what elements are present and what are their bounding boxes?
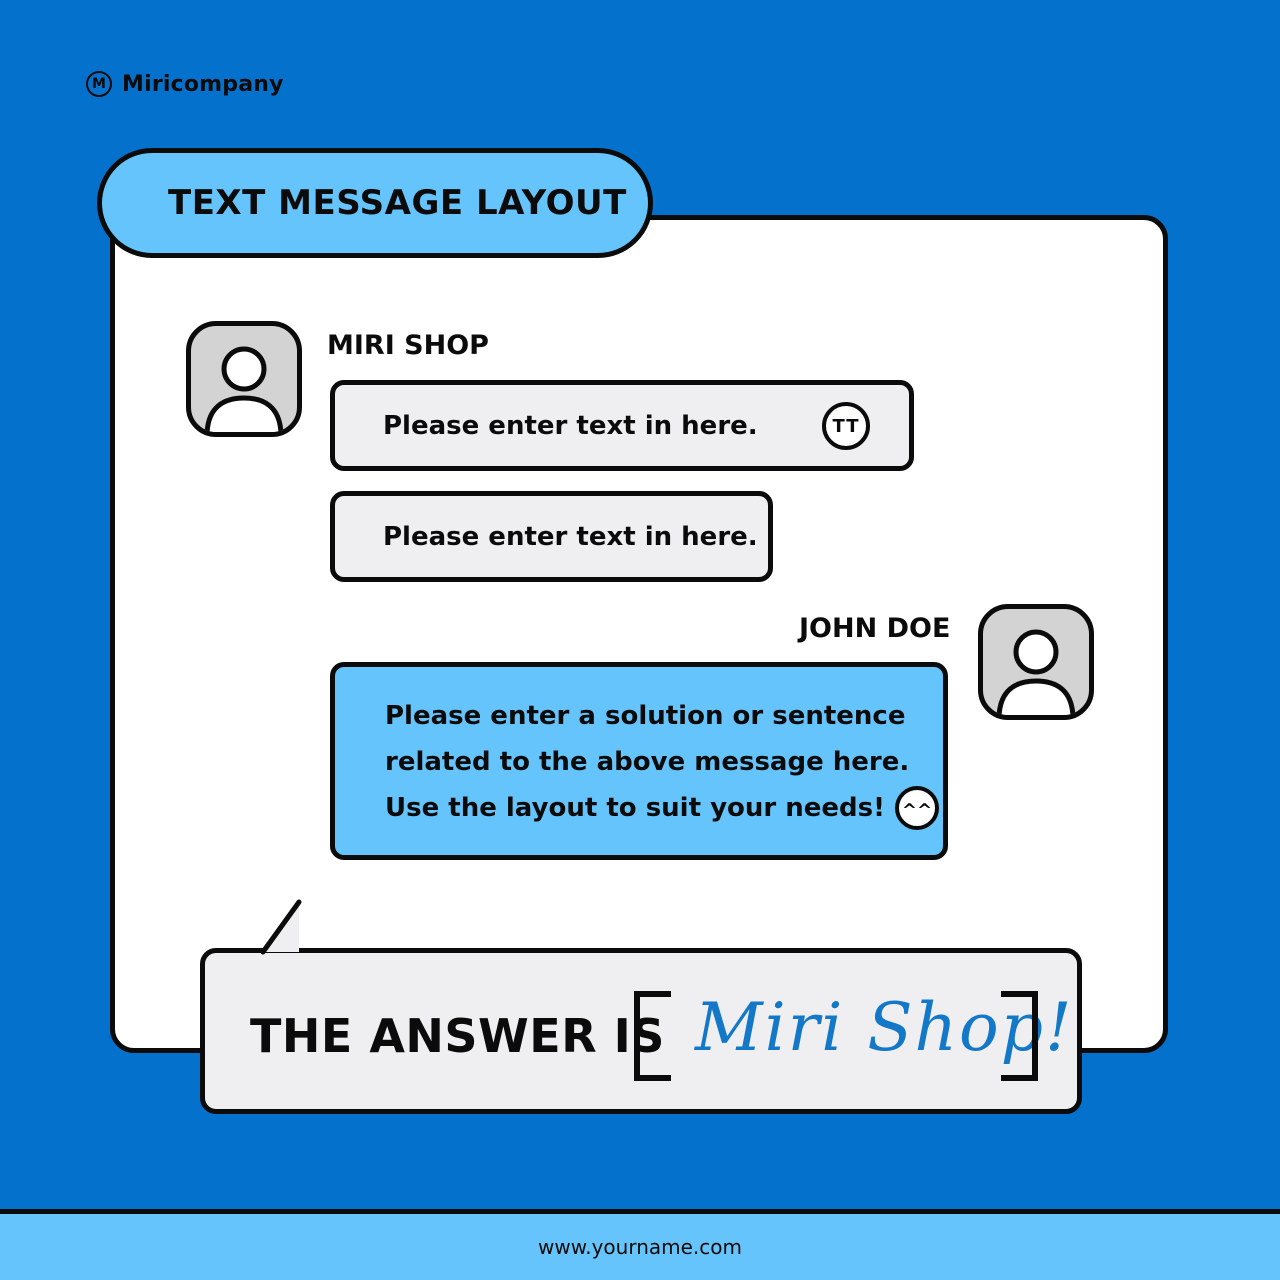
reply-line: Please enter a solution or sentence [385, 701, 906, 731]
reply-avatar [978, 604, 1094, 720]
reply-bubble [330, 662, 948, 860]
footer-url[interactable]: www.yourname.com [537, 1235, 742, 1259]
emoji-text: ^^ [901, 800, 933, 821]
smile-emoji-icon [895, 786, 939, 830]
reply-name: JOHN DOE [799, 613, 951, 644]
left-bracket-icon [631, 990, 675, 1082]
brand-logo-icon [86, 71, 112, 97]
answer-box [200, 948, 1082, 1114]
message-text: Please enter text in here. [383, 521, 758, 552]
page-title: TEXT MESSAGE LAYOUT [168, 183, 627, 223]
brand-name: Miricompany [122, 71, 284, 97]
message-bubble [330, 491, 773, 582]
right-bracket-icon [997, 990, 1041, 1082]
brand-logo-letter: M [92, 76, 106, 92]
message-text: Please enter text in here. [383, 410, 758, 441]
footer [0, 1214, 1280, 1280]
user-icon [983, 609, 1089, 715]
reply-line: Use the layout to suit your needs! [385, 793, 885, 823]
answer-label: THE ANSWER IS [250, 1009, 665, 1063]
speech-tail-icon [255, 896, 315, 956]
sender-avatar [186, 321, 302, 437]
brand [86, 68, 284, 100]
sender-name: MIRI SHOP [327, 330, 489, 361]
title-tab [97, 148, 653, 258]
emoji-text: TT [832, 415, 860, 437]
user-icon [191, 326, 297, 432]
reply-line: related to the above message here. [385, 747, 910, 777]
reply-line-row [385, 785, 943, 831]
answer-value: Miri Shop! [695, 989, 1074, 1066]
crying-emoji-icon [822, 402, 870, 450]
message-bubble [330, 380, 914, 471]
